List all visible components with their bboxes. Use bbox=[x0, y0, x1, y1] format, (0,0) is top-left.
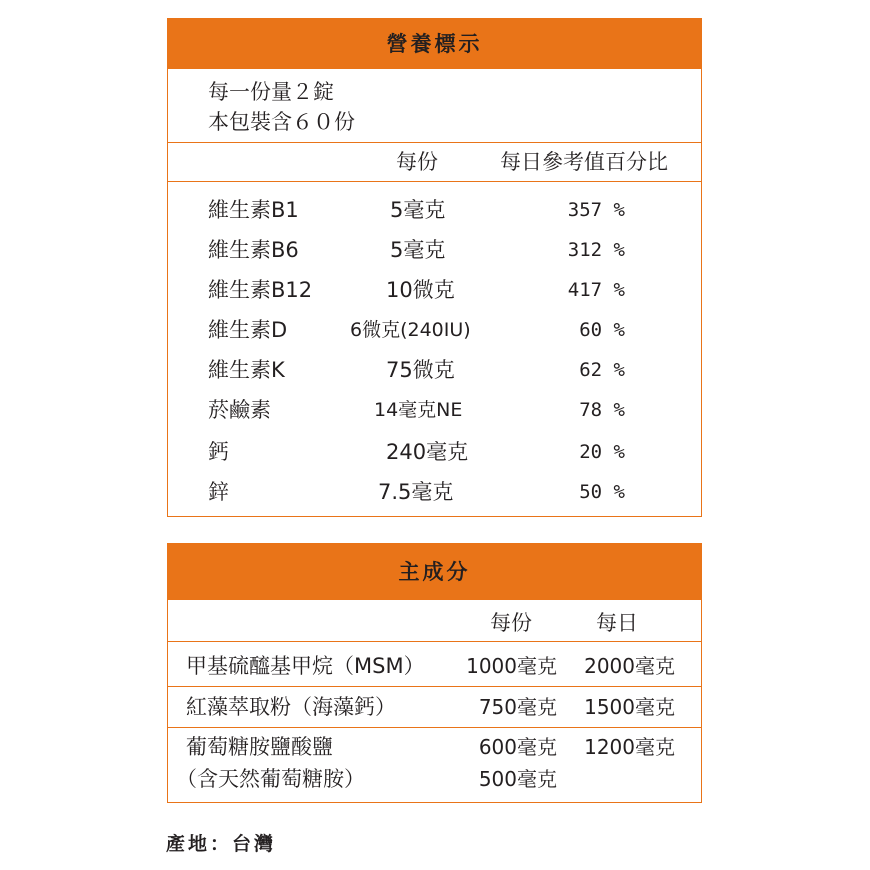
ingredients-panel bbox=[167, 543, 702, 803]
serving-size: 每一份量２錠 bbox=[208, 80, 334, 104]
nutrient-amount: 10微克 bbox=[386, 278, 455, 302]
nutrient-name: 維生素B6 bbox=[208, 238, 299, 262]
nutrition-header: 營養標示 bbox=[168, 19, 701, 69]
divider bbox=[168, 181, 701, 182]
nutrient-amount: 240毫克 bbox=[386, 440, 469, 464]
nutrient-name: 維生素B12 bbox=[208, 278, 313, 302]
column-header-daily-percent: 每日參考值百分比 bbox=[500, 150, 668, 174]
nutrient-name: 鋅 bbox=[208, 480, 229, 504]
column-header-per-serving: 每份 bbox=[490, 611, 532, 635]
nutrient-percent: 60 % bbox=[579, 319, 625, 341]
nutrient-name: 菸鹼素 bbox=[208, 398, 271, 422]
nutrient-percent: 78 % bbox=[579, 399, 625, 421]
nutrient-name: 鈣 bbox=[208, 440, 229, 464]
nutrient-name: 維生素B1 bbox=[208, 198, 299, 222]
ingredient-daily: 2000毫克 bbox=[584, 654, 675, 678]
nutrient-percent: 357 % bbox=[567, 199, 625, 221]
nutrient-percent: 50 % bbox=[579, 481, 625, 503]
nutrient-amount: 75微克 bbox=[386, 358, 455, 382]
nutrient-percent: 312 % bbox=[567, 239, 625, 261]
nutrient-amount: 14毫克NE bbox=[374, 399, 463, 421]
divider bbox=[168, 686, 701, 687]
nutrient-percent: 62 % bbox=[579, 359, 625, 381]
ingredient-name: 葡萄糖胺鹽酸鹽 bbox=[186, 735, 333, 759]
nutrient-amount: 6微克(240IU) bbox=[350, 319, 471, 341]
ingredient-per-serving: 1000毫克 bbox=[466, 654, 557, 678]
ingredient-per-serving: 750毫克 bbox=[478, 695, 557, 719]
ingredient-per-serving: 600毫克 bbox=[478, 735, 557, 759]
column-header-daily: 每日 bbox=[596, 611, 638, 635]
ingredient-daily: 1200毫克 bbox=[584, 735, 675, 759]
nutrient-name: 維生素K bbox=[208, 358, 285, 382]
nutrient-amount: 5毫克 bbox=[390, 238, 446, 262]
column-header-per-serving: 每份 bbox=[396, 150, 438, 174]
nutrient-percent: 417 % bbox=[567, 279, 625, 301]
nutrient-percent: 20 % bbox=[579, 441, 625, 463]
ingredient-name-note: （含天然葡萄糖胺） bbox=[176, 767, 365, 791]
divider bbox=[168, 641, 701, 642]
country-of-origin: 產地：台灣 bbox=[166, 833, 277, 855]
nutrient-amount: 5毫克 bbox=[390, 198, 446, 222]
ingredient-per-serving-note: 500毫克 bbox=[478, 767, 557, 791]
ingredient-daily: 1500毫克 bbox=[584, 695, 675, 719]
ingredients-header: 主成分 bbox=[168, 544, 701, 600]
nutrition-panel bbox=[167, 18, 702, 517]
nutrient-amount: 7.5毫克 bbox=[378, 480, 454, 504]
divider bbox=[168, 727, 701, 728]
ingredient-name: 紅藻萃取粉（海藻鈣） bbox=[186, 695, 396, 719]
ingredient-name: 甲基硫醯基甲烷（MSM） bbox=[186, 654, 425, 678]
nutrient-name: 維生素D bbox=[208, 318, 288, 342]
servings-per-package: 本包裝含６０份 bbox=[208, 110, 355, 134]
divider bbox=[168, 142, 701, 143]
